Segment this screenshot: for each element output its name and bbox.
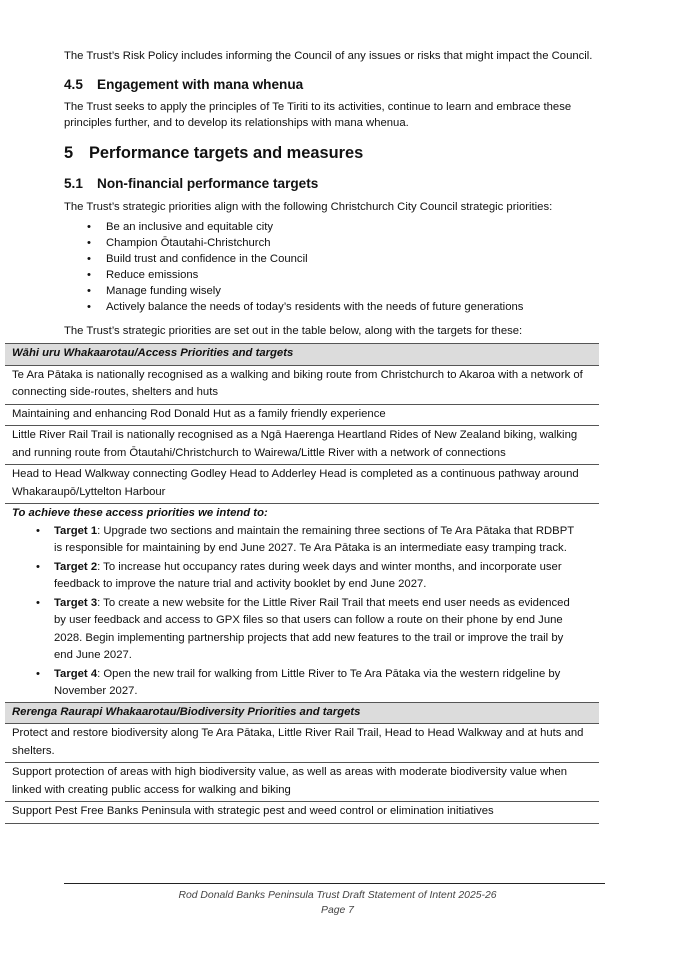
bullet-icon: • — [36, 596, 40, 609]
target-item — [12, 559, 579, 594]
target-item — [12, 666, 579, 701]
bullet-icon: • — [87, 269, 91, 281]
list-item: • Build trust and confidence in the Council — [87, 253, 308, 265]
target-label: Target 2 — [54, 560, 98, 573]
bullet-icon: • — [87, 253, 91, 265]
list-item: • Champion Ōtautahi-Christchurch — [87, 237, 271, 249]
section-title: Non-financial performance targets — [97, 176, 319, 191]
bullet-icon: • — [87, 237, 91, 249]
access-priorities-header: Wāhi uru Whakaarotau/Access Priorities and targets — [5, 344, 599, 366]
targets-list — [12, 523, 589, 701]
list-item: • Manage funding wisely — [87, 285, 221, 297]
priorities-table — [5, 343, 599, 824]
section-5-1-heading — [64, 176, 318, 191]
target-text: : To increase hut occupancy rates during week days and winter months, and incorporate user feedback to improve the nature trial and activity booklet by end June 2027. — [54, 560, 562, 590]
bullet-icon: • — [36, 667, 40, 680]
council-priorities-list — [64, 219, 523, 315]
bullet-icon: • — [87, 285, 91, 297]
page-footer — [0, 888, 675, 918]
target-label: Target 3 — [54, 596, 98, 609]
list-item: • Actively balance the needs of today’s residents with the needs of future generations — [87, 301, 524, 313]
table-row: Te Ara Pātaka is nationally recognised as a walking and biking route from Christchurch to Akaroa with a network of connecting side-routes, shelters and huts — [5, 366, 599, 405]
section-title: Engagement with mana whenua — [97, 77, 304, 92]
table-row: Head to Head Walkway connecting Godley Head to Adderley Head is completed as a continuous pathway around Whakaraupō/Lyttelton Harbour — [5, 465, 599, 504]
section-title: Performance targets and measures — [89, 144, 364, 162]
bullet-icon: • — [36, 560, 40, 573]
strategic-priorities-paragraph: The Trust’s strategic priorities align with the following Christchurch City Council strategic priorities: — [64, 201, 553, 213]
page-number: Page 7 — [321, 905, 354, 916]
targets-cell — [5, 523, 599, 703]
risk-policy-paragraph: The Trust’s Risk Policy includes informing the Council of any issues or risks that might impact the Council. — [64, 50, 593, 62]
target-text: : Upgrade two sections and maintain the remaining three sections of Te Ara Pātaka that RDBPT is responsible for maintaining by end June 2027. Te Ara Pātaka is an intermediate easy tramping track. — [54, 524, 574, 554]
bullet-icon: • — [87, 221, 91, 233]
list-item: • Be an inclusive and equitable city — [87, 221, 274, 233]
footer-document-title: Rod Donald Banks Peninsula Trust Draft Statement of Intent 2025-26 — [178, 890, 497, 901]
table-row: Protect and restore biodiversity along Te Ara Pātaka, Little River Rail Trail, Head to Head Walkway and at huts and shelters. — [5, 724, 599, 763]
achieve-label: To achieve these access priorities we intend to: — [12, 507, 268, 519]
section-number: 5.1 — [64, 176, 83, 191]
table-intro-paragraph: The Trust’s strategic priorities are set out in the table below, along with the targets for these: — [64, 325, 523, 337]
bullet-icon: • — [36, 524, 40, 537]
target-text: : Open the new trail for walking from Little River to Te Ara Pātaka via the western ridgeline by November 2027. — [54, 667, 561, 697]
table-row: Support protection of areas with high biodiversity value, as well as areas with moderate biodiversity value when linked with creating public access for walking and biking — [5, 763, 599, 802]
table-row: Little River Rail Trail is nationally recognised as a Ngā Haerenga Heartland Rides of New Zealand biking, walking and running route from Ōtautahi/Christchurch to Wairewa/Little River with a network of connections — [5, 426, 599, 465]
list-item: • Reduce emissions — [87, 269, 199, 281]
target-label: Target 1 — [54, 524, 98, 537]
target-label: Target 4 — [54, 667, 98, 680]
table-row: Maintaining and enhancing Rod Donald Hut as a family friendly experience — [5, 405, 599, 427]
table-row: Support Pest Free Banks Peninsula with strategic pest and weed control or elimination initiatives — [5, 802, 599, 824]
bullet-icon: • — [87, 301, 91, 313]
section-number: 4.5 — [64, 77, 83, 92]
biodiversity-priorities-header: Rerenga Raurapi Whakaarotau/Biodiversity Priorities and targets — [5, 703, 599, 725]
target-item — [12, 595, 579, 665]
mana-whenua-paragraph: The Trust seeks to apply the principles of Te Tiriti to its activities, continue to learn and embrace these principles further, and to develop its relationships with mana whenua. — [64, 101, 572, 129]
footer-divider — [64, 883, 605, 884]
section-number: 5 — [64, 144, 74, 162]
target-text: : To create a new website for the Little River Rail Trail that meets end user needs as evidenced by user feedback and access to GPX files so that users can follow a route on their phone by end June 2028. Begin implementing partnership projects that add new features to the trail or improve the trail by end June 2027. — [54, 596, 570, 661]
section-5-heading — [64, 144, 363, 163]
target-item — [12, 523, 579, 558]
section-4-5-heading — [64, 77, 303, 92]
